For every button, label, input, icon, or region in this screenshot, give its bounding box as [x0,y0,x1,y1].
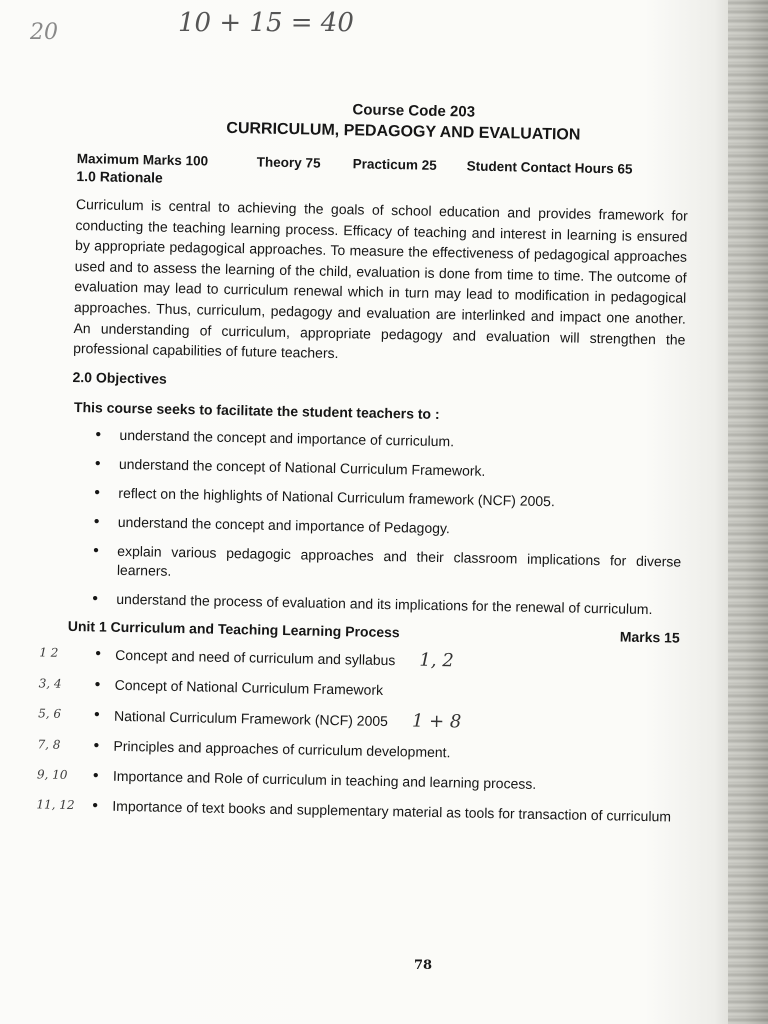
unit1-marks: Marks 15 [619,628,680,646]
objectives-lead: This course seeks to facilitate the student teachers to : [73,398,440,422]
objective-item: • reflect on the highlights of National Curriculum framework (NCF) 2005. [70,483,682,514]
rationale-paragraph: Curriculum is central to achieving the goals of school education and provides framework for conducting the teaching learning process. Efficacy of teaching and interest in learning is ensured by appropriate pedagogical approaches. To measure the effectiveness of pedagogical approaches used and to assess the learning of the child, evaluation is done from time to time. The outcome of evaluation may lead to curriculum renewal which in turn may lead to modification in pedagogical approaches. Thus, curriculum, pedagogy and evaluation are interlinked and impact one another. An understanding of curriculum, appropriate pedagogy and evaluation will strengthen the professional capabilities of future teachers. [73,195,688,362]
unit1-topic-text: National Curriculum Framework (NCF) 2005 [113,707,389,729]
practicum-marks: Practicum 25 [352,156,437,173]
unit1-title: Unit 1 Curriculum and Teaching Learning Process [67,617,400,641]
objective-item: • understand the concept and importance of Pedagogy. [70,512,682,543]
objective-item: • explain various pedagogic approaches and their classroom implications for diverse learners. [69,541,682,591]
handwritten-side-note: 1, 2 [419,649,454,672]
unit1-topic-text: Importance of text books and supplementary material as tools for transaction of curriculum [112,797,672,825]
unit1-topic-text: Concept of National Curriculum Framework [114,676,384,698]
unit1-topic [37,736,677,767]
objective-item: • understand the concept of National Curriculum Framework. [71,454,683,485]
handwritten-margin-number: • 3, 4 [38,676,62,691]
page-edge-shadow [728,0,768,1024]
unit1-topic [36,796,676,827]
handwritten-margin-number: • 11, 12 [36,797,75,812]
page-number: 78 [414,958,433,973]
unit1-topic-list [36,644,679,827]
handwritten-margin-number: • 5, 6 [38,706,62,721]
rationale-heading: 1.0 Rationale [76,167,163,186]
handwritten-side-note: 1 + 8 [411,710,462,733]
unit1-topic-text: Principles and approaches of curriculum development. [113,737,451,761]
handwritten-scribble: 20 [30,20,58,45]
unit1-header [68,618,680,646]
unit1-topic [36,766,677,797]
unit1-topic-text: Concept and need of curriculum and syllabus [115,646,396,668]
handwritten-formula: 10 + 15 = 40 [178,8,354,38]
handwritten-margin-number: • 7, 8 [37,737,61,752]
handwritten-margin-number: • 9, 10 [36,767,68,782]
page-content [36,96,690,837]
theory-marks: Theory 75 [256,154,321,171]
objective-item: • understand the concept and importance of curriculum. [71,425,683,456]
contact-hours: Student Contact Hours 65 [466,158,633,177]
unit1-topic-text: Importance and Role of curriculum in teaching and learning process. [112,767,537,792]
unit1-topic [39,644,679,676]
maximum-marks: Maximum Marks 100 [76,150,209,169]
course-title: CURRICULUM, PEDAGOGY AND EVALUATION [226,119,581,144]
objectives-list [68,425,683,620]
handwritten-top-annotation [28,4,388,54]
unit1-topic [38,705,678,737]
objective-item: • understand the process of evaluation and its implications for the renewal of curriculum. [68,589,680,620]
unit1-topic [38,675,679,706]
objectives-heading: 2.0 Objectives [72,368,167,387]
course-code: Course Code 203 [352,101,476,121]
handwritten-margin-number: • 1 2 [39,645,59,660]
